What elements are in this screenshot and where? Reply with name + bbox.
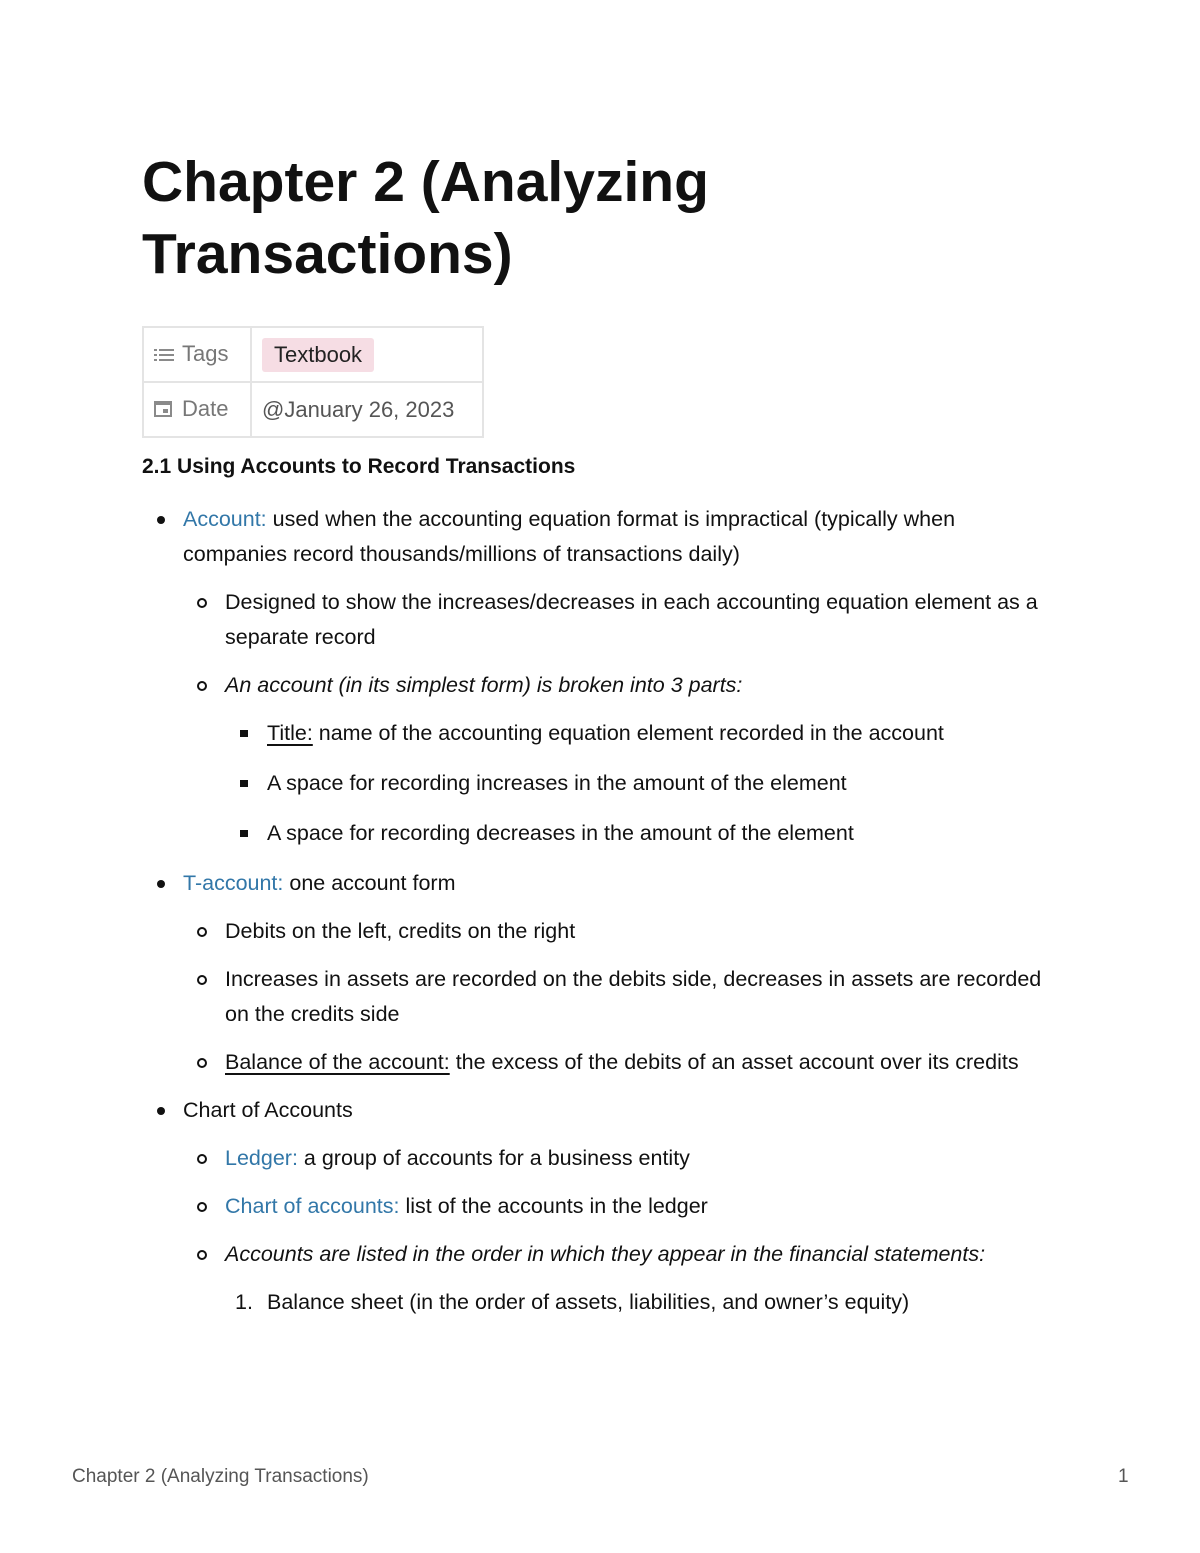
footer-title: Chapter 2 (Analyzing Transactions) [72, 1466, 369, 1487]
bullet-circle [197, 598, 207, 608]
definition-t-account: one account form [283, 871, 456, 895]
list-item-chart-of-accounts [142, 1093, 1062, 1320]
item-text: An account (in its simplest form) is broken into 3 parts: [225, 673, 743, 697]
list-number: 1. [235, 1290, 253, 1314]
list-item [225, 716, 1062, 751]
bullet-disc [157, 1107, 165, 1115]
item-text: A space for recording increases in the amount of the element [267, 771, 847, 795]
term-chart-of-accounts: Chart of accounts: [225, 1194, 400, 1218]
item-text: Balance sheet (in the order of assets, liabilities, and owner’s equity) [267, 1290, 910, 1314]
numbered-list [225, 1285, 1062, 1320]
sub-list-account [183, 585, 1062, 851]
property-key-date [143, 382, 251, 437]
bullet-square [240, 830, 248, 837]
term-t-account: T-account: [183, 871, 284, 895]
list-item [183, 1237, 1062, 1320]
list-item [183, 1045, 1062, 1080]
notes-content [142, 502, 1062, 1335]
item-text: Accounts are listed in the order in which they appear in the financial statements: [225, 1242, 986, 1266]
bullet-list [142, 502, 1062, 1320]
item-text: a group of accounts for a business entity [297, 1146, 690, 1170]
bullet-disc [157, 516, 165, 524]
list-item [225, 816, 1062, 851]
item-text: A space for recording decreases in the amount of the element [267, 821, 854, 845]
list-item [183, 585, 1062, 655]
property-row-date [143, 382, 483, 437]
term-account: Account: [183, 507, 267, 531]
bullet-circle [197, 975, 207, 985]
bullet-square [240, 780, 248, 787]
item-text: name of the accounting equation element recorded in the account [312, 721, 944, 745]
item-text: Debits on the left, credits on the right [225, 919, 576, 943]
definition-account: used when the accounting equation format is impractical (typically when companies record thousands/millions of transactions daily) [183, 507, 956, 566]
term-title: Title: [267, 721, 313, 745]
item-text: Designed to show the increases/decreases in each accounting equation element as a separate record [225, 590, 1038, 649]
list-item-t-account [142, 866, 1062, 1080]
list-item [183, 668, 1062, 851]
term-balance: Balance of the account: [225, 1050, 450, 1074]
section-heading: 2.1 Using Accounts to Record Transactions [142, 455, 576, 478]
list-icon [154, 342, 174, 368]
property-value-tags [251, 327, 483, 382]
list-item [225, 766, 1062, 801]
property-key-tags [143, 327, 251, 382]
item-text: list of the accounts in the ledger [399, 1194, 708, 1218]
list-item-account [142, 502, 1062, 851]
properties-table [142, 326, 484, 438]
sub-list-chart [183, 1141, 1062, 1320]
list-item [225, 1285, 1062, 1320]
bullet-circle [197, 927, 207, 937]
item-text: Increases in assets are recorded on the debits side, decreases in assets are recorded on the credits side [225, 967, 1042, 1026]
property-value-date[interactable]: @January 26, 2023 [251, 382, 483, 437]
calendar-icon [154, 397, 174, 423]
bullet-square [240, 730, 248, 737]
property-row-tags [143, 327, 483, 382]
list-item [183, 962, 1062, 1032]
page-title: Chapter 2 (Analyzing Transactions) [142, 150, 709, 286]
tag-pill-textbook[interactable]: Textbook [262, 338, 374, 372]
property-label-tags: Tags [182, 340, 229, 366]
bullet-circle [197, 1202, 207, 1212]
sub-list-parts [225, 716, 1062, 851]
bullet-circle [197, 1250, 207, 1260]
item-text: the excess of the debits of an asset account over its credits [449, 1050, 1019, 1074]
bullet-disc [157, 880, 165, 888]
bullet-circle [197, 1058, 207, 1068]
list-item [183, 914, 1062, 949]
sub-list-t-account [183, 914, 1062, 1080]
bullet-circle [197, 681, 207, 691]
item-text: Chart of Accounts [183, 1098, 353, 1122]
bullet-circle [197, 1154, 207, 1164]
term-ledger: Ledger: [225, 1146, 298, 1170]
list-item [183, 1189, 1062, 1224]
property-label-date: Date [182, 395, 229, 421]
page-number: 1 [1118, 1466, 1129, 1487]
list-item [183, 1141, 1062, 1176]
